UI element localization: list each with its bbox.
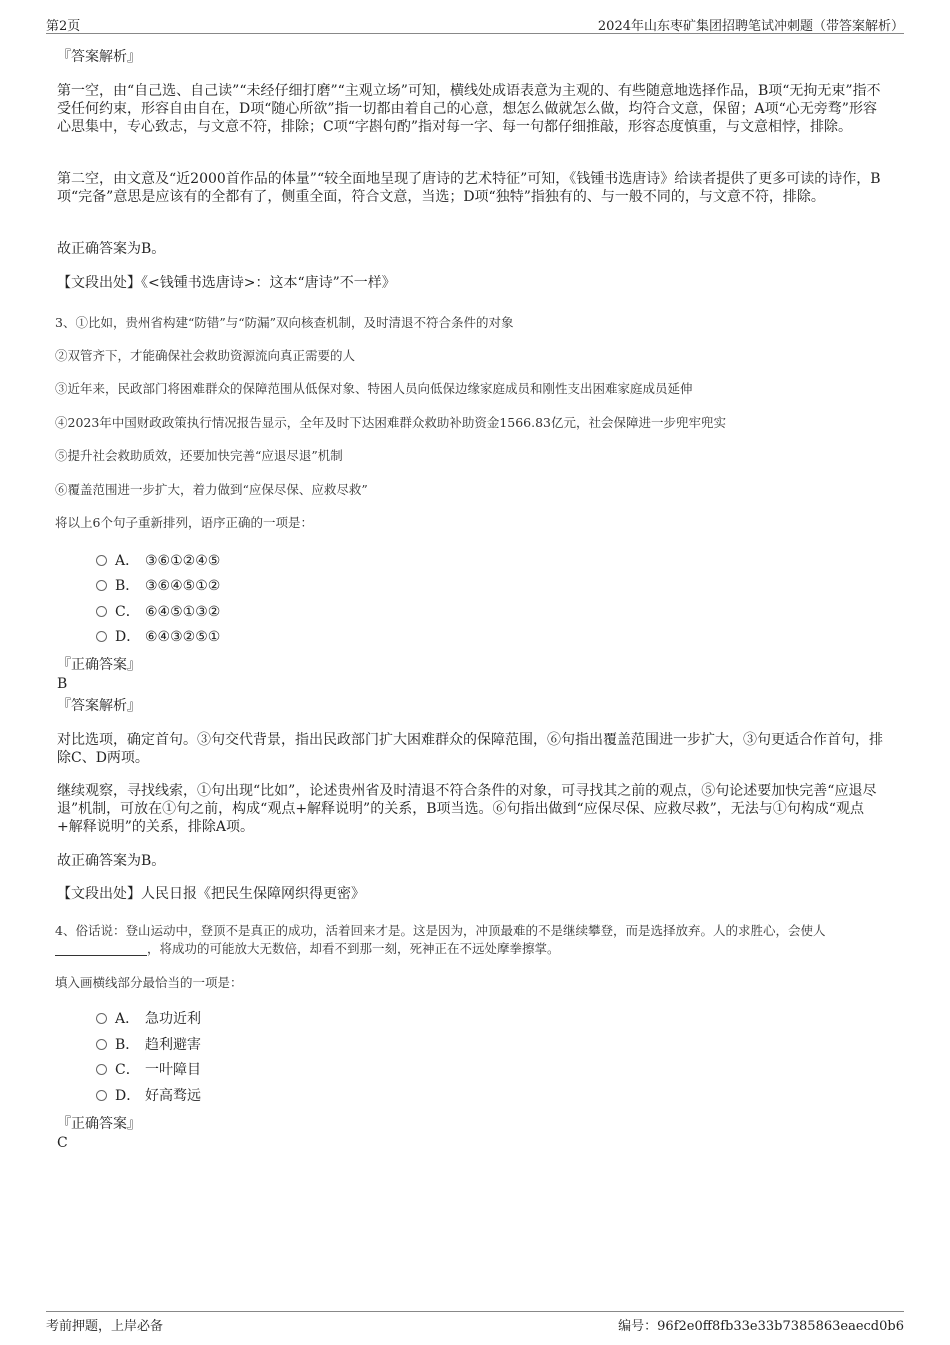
- answer-value: C: [57, 1135, 68, 1151]
- option-d[interactable]: D． ⑥④③②⑤①: [96, 628, 220, 646]
- document-title: 2024年山东枣矿集团招聘笔试冲刺题（带答案解析）: [597, 19, 904, 34]
- answer-label: 『正确答案』: [57, 1116, 141, 1132]
- analysis-label: 『答案解析』: [57, 698, 141, 714]
- option-b[interactable]: B． 趋利避害: [96, 1036, 201, 1054]
- sentence-1: 3、①比如，贵州省构建“防错”与“防漏”双向核查机制，及时清退不符合条件的对象: [55, 315, 514, 330]
- page-header: [46, 13, 904, 34]
- option-c[interactable]: C． 一叶障目: [96, 1061, 201, 1079]
- option-a[interactable]: A． ③⑥①②④⑤: [96, 552, 220, 570]
- sentence-5: ⑤提升社会救助质效，还要加快完善“应退尽退”机制: [55, 448, 343, 463]
- question-stem: 4、俗话说：登山运动中，登顶不是真正的成功，活着回来才是。这是因为，冲顶最难的不是继续攀登，而是选择放弃。人的求胜心，会使人 ，将成功的可能放大无数倍，却看不到那一刻，死神正在不远处摩拳擦掌。: [55, 923, 826, 956]
- radio-icon[interactable]: [96, 1064, 107, 1075]
- footer-slogan: 考前押题，上岸必备: [46, 1319, 164, 1334]
- option-b[interactable]: B． ③⑥④⑤①②: [96, 577, 220, 595]
- option-c[interactable]: C． ⑥④⑤①③②: [96, 603, 220, 621]
- analysis-paragraph: 第二空，由文意及“近2000首作品的体量”“较全面地呈现了唐诗的艺术特征”可知，《钱锺书选唐诗》给读者提供了更多可读的诗作，B项“完备”意思是应该有的全都有了，侧重全面，符合文意，当选；D项“独特”指独有的、与一般不同的，与文意不符，排除。: [57, 171, 881, 205]
- answer-label: 『正确答案』: [57, 657, 141, 673]
- question-prompt: 将以上6个句子重新排列，语序正确的一项是：: [55, 515, 313, 530]
- analysis-paragraph: 对比选项，确定首句。③句交代背景，指出民政部门扩大困难群众的保障范围，⑥句指出覆盖范围进一步扩大，③句更适合作首句，排除C、D两项。: [57, 732, 883, 766]
- sentence-4: ④2023年中国财政政策执行情况报告显示，全年及时下达困难群众救助补助资金1566.83亿元，社会保障进一步兜牢兜实: [55, 415, 727, 430]
- sentence-6: ⑥覆盖范围进一步扩大，着力做到“应保尽保、应救尽救”: [55, 482, 368, 497]
- fill-blank[interactable]: [55, 941, 147, 956]
- sentence-2: ②双管齐下，才能确保社会救助资源流向真正需要的人: [55, 348, 356, 363]
- page-footer: [46, 1311, 904, 1334]
- conclusion: 故正确答案为B。: [57, 241, 166, 257]
- sentence-3: ③近年来，民政部门将困难群众的保障范围从低保对象、特困人员向低保边缘家庭成员和刚性支出困难家庭成员延伸: [55, 381, 693, 396]
- analysis-paragraph: 继续观察，寻找线索，①句出现“比如”，论述贵州省及时清退不符合条件的对象，可寻找其之前的观点，⑤句论述要加快完善“应退尽退”机制，可放在①句之前，构成“观点+解释说明”的关系，B项当选。⑥句指出做到“应保尽保、应救尽救”，无法与①句构成“观点+解释说明”的关系，排除A项。: [57, 783, 877, 835]
- radio-icon[interactable]: [96, 1090, 107, 1101]
- radio-icon[interactable]: [96, 1039, 107, 1050]
- radio-icon[interactable]: [96, 555, 107, 566]
- radio-icon[interactable]: [96, 631, 107, 642]
- radio-icon[interactable]: [96, 606, 107, 617]
- source-citation: 【文段出处】《<钱锺书选唐诗>：这本“唐诗”不一样》: [57, 275, 396, 291]
- option-d[interactable]: D． 好高骛远: [96, 1087, 201, 1105]
- radio-icon[interactable]: [96, 1013, 107, 1024]
- analysis-paragraph: 第一空，由“自己选、自己读”“未经仔细打磨”“主观立场”可知，横线处成语表意为主观的、有些随意地选择作品，B项“无拘无束”指不受任何约束，形容自由自在，D项“随心所欲”指一切都由着自己的心意，想怎么做就怎么做，均符合文意，保留；A项“心无旁骛”形容心思集中，专心致志，与文意不符，排除；C项“字斟句酌”指对每一字、每一句都仔细推敲，形容态度慎重，与文意相悖，排除。: [57, 83, 881, 135]
- page-number: 第2页: [46, 19, 81, 34]
- answer-value: B: [57, 676, 68, 692]
- document-id: 编号：96f2e0ff8fb33e33b7385863eaecd0b6: [618, 1319, 904, 1334]
- question-prompt: 填入画横线部分最恰当的一项是：: [55, 975, 243, 990]
- radio-icon[interactable]: [96, 580, 107, 591]
- source-citation: 【文段出处】人民日报《把民生保障网织得更密》: [57, 886, 365, 902]
- option-a[interactable]: A． 急功近利: [96, 1010, 201, 1028]
- conclusion: 故正确答案为B。: [57, 853, 166, 869]
- analysis-label: 『答案解析』: [57, 49, 141, 65]
